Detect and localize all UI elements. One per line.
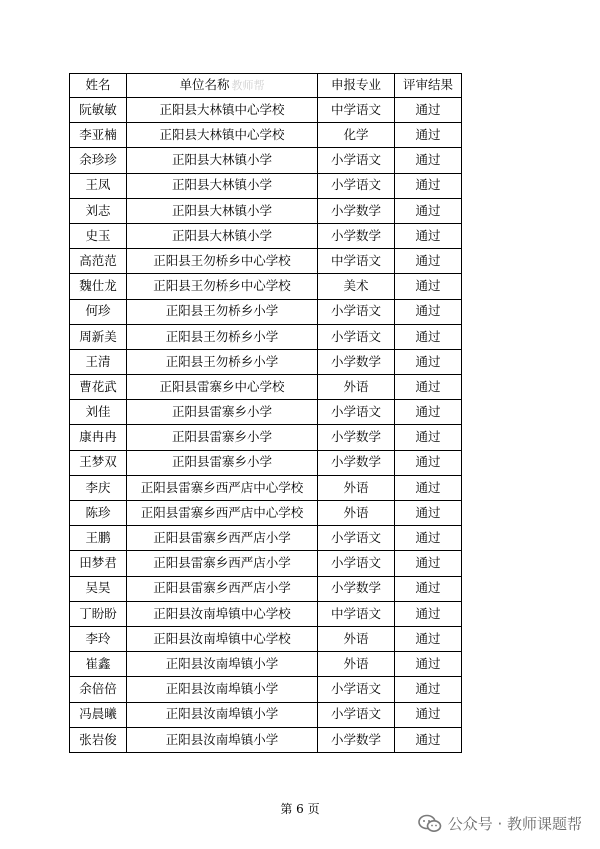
cell-name: 周新美 xyxy=(70,324,127,349)
cell-name: 刘志 xyxy=(70,198,127,223)
table-header-row xyxy=(70,74,462,98)
cell-result: 通过 xyxy=(395,475,462,500)
cell-major: 小学语文 xyxy=(318,173,395,198)
cell-major: 小学数学 xyxy=(318,727,395,752)
table-body xyxy=(70,98,462,753)
cell-name: 曹花武 xyxy=(70,375,127,400)
cell-result: 通过 xyxy=(395,123,462,148)
cell-name: 张岩俊 xyxy=(70,727,127,752)
cell-major: 小学数学 xyxy=(318,425,395,450)
cell-result: 通过 xyxy=(395,198,462,223)
table-row xyxy=(70,98,462,123)
cell-result: 通过 xyxy=(395,425,462,450)
cell-major: 美术 xyxy=(318,274,395,299)
cell-unit: 正阳县雷寨乡西严店中心学校 xyxy=(127,501,318,526)
cell-unit: 正阳县汝南埠镇中心学校 xyxy=(127,601,318,626)
cell-unit: 正阳县大林镇中心学校 xyxy=(127,98,318,123)
cell-unit: 正阳县大林镇中心学校 xyxy=(127,123,318,148)
cell-name: 高范范 xyxy=(70,249,127,274)
cell-result: 通过 xyxy=(395,702,462,727)
table-row xyxy=(70,400,462,425)
header-watermark-text: 教师帮 xyxy=(231,79,265,93)
cell-major: 中学语文 xyxy=(318,601,395,626)
cell-unit: 正阳县雷寨乡小学 xyxy=(127,450,318,475)
cell-name: 冯晨曦 xyxy=(70,702,127,727)
header-result: 评审结果 xyxy=(395,74,462,98)
cell-unit: 正阳县大林镇小学 xyxy=(127,198,318,223)
cell-unit: 正阳县大林镇小学 xyxy=(127,173,318,198)
table-row xyxy=(70,173,462,198)
cell-result: 通过 xyxy=(395,375,462,400)
cell-result: 通过 xyxy=(395,148,462,173)
table-row xyxy=(70,727,462,752)
cell-result: 通过 xyxy=(395,450,462,475)
cell-major: 小学语文 xyxy=(318,526,395,551)
header-unit-label: 单位名称 xyxy=(179,77,230,93)
cell-name: 崔鑫 xyxy=(70,652,127,677)
table-row xyxy=(70,299,462,324)
cell-name: 丁盼盼 xyxy=(70,601,127,626)
cell-name: 余珍珍 xyxy=(70,148,127,173)
header-major: 申报专业 xyxy=(318,74,395,98)
cell-unit: 正阳县王勿桥乡小学 xyxy=(127,299,318,324)
cell-unit: 正阳县汝南埠镇小学 xyxy=(127,727,318,752)
cell-result: 通过 xyxy=(395,677,462,702)
cell-name: 吴昊 xyxy=(70,576,127,601)
cell-name: 李亚楠 xyxy=(70,123,127,148)
table-row xyxy=(70,551,462,576)
cell-result: 通过 xyxy=(395,576,462,601)
cell-result: 通过 xyxy=(395,349,462,374)
cell-name: 王凤 xyxy=(70,173,127,198)
cell-unit: 正阳县雷寨乡小学 xyxy=(127,400,318,425)
cell-result: 通过 xyxy=(395,223,462,248)
cell-result: 通过 xyxy=(395,626,462,651)
cell-major: 外语 xyxy=(318,475,395,500)
cell-major: 小学语文 xyxy=(318,148,395,173)
table-row xyxy=(70,677,462,702)
cell-unit: 正阳县汝南埠镇中心学校 xyxy=(127,626,318,651)
table-row xyxy=(70,324,462,349)
table-row xyxy=(70,198,462,223)
cell-result: 通过 xyxy=(395,727,462,752)
cell-result: 通过 xyxy=(395,299,462,324)
table-row xyxy=(70,501,462,526)
table-row xyxy=(70,576,462,601)
cell-name: 康冉冉 xyxy=(70,425,127,450)
cell-unit: 正阳县王勿桥乡中心学校 xyxy=(127,274,318,299)
wechat-official-account-icon xyxy=(418,814,442,834)
table-row xyxy=(70,450,462,475)
cell-result: 通过 xyxy=(395,324,462,349)
cell-name: 李庆 xyxy=(70,475,127,500)
table-row xyxy=(70,601,462,626)
cell-major: 中学语文 xyxy=(318,249,395,274)
cell-name: 余倍倍 xyxy=(70,677,127,702)
cell-unit: 正阳县雷寨乡中心学校 xyxy=(127,375,318,400)
cell-major: 外语 xyxy=(318,375,395,400)
cell-result: 通过 xyxy=(395,274,462,299)
table-row xyxy=(70,148,462,173)
table-row xyxy=(70,425,462,450)
cell-result: 通过 xyxy=(395,551,462,576)
cell-major: 小学语文 xyxy=(318,702,395,727)
header-unit xyxy=(127,74,318,98)
cell-unit: 正阳县汝南埠镇小学 xyxy=(127,702,318,727)
cell-result: 通过 xyxy=(395,400,462,425)
cell-unit: 正阳县王勿桥乡小学 xyxy=(127,324,318,349)
table-row xyxy=(70,274,462,299)
cell-unit: 正阳县雷寨乡西严店小学 xyxy=(127,551,318,576)
cell-name: 陈珍 xyxy=(70,501,127,526)
cell-major: 小学语文 xyxy=(318,677,395,702)
cell-name: 田梦君 xyxy=(70,551,127,576)
table-row xyxy=(70,526,462,551)
cell-major: 小学数学 xyxy=(318,349,395,374)
cell-name: 刘佳 xyxy=(70,400,127,425)
cell-major: 小学语文 xyxy=(318,324,395,349)
cell-name: 史玉 xyxy=(70,223,127,248)
cell-name: 何珍 xyxy=(70,299,127,324)
cell-major: 外语 xyxy=(318,626,395,651)
cell-major: 化学 xyxy=(318,123,395,148)
cell-result: 通过 xyxy=(395,98,462,123)
watermark-text: 公众号 · 教师课题帮 xyxy=(447,815,582,833)
cell-result: 通过 xyxy=(395,173,462,198)
table-row xyxy=(70,702,462,727)
results-table xyxy=(69,73,462,753)
table-row xyxy=(70,123,462,148)
cell-major: 小学数学 xyxy=(318,198,395,223)
table-row xyxy=(70,349,462,374)
table-row xyxy=(70,475,462,500)
cell-unit: 正阳县汝南埠镇小学 xyxy=(127,652,318,677)
cell-major: 小学语文 xyxy=(318,400,395,425)
cell-name: 王梦双 xyxy=(70,450,127,475)
cell-unit: 正阳县王勿桥乡小学 xyxy=(127,349,318,374)
cell-result: 通过 xyxy=(395,526,462,551)
table-row xyxy=(70,249,462,274)
cell-major: 小学语文 xyxy=(318,299,395,324)
cell-major: 小学数学 xyxy=(318,223,395,248)
cell-major: 外语 xyxy=(318,501,395,526)
cell-unit: 正阳县雷寨乡小学 xyxy=(127,425,318,450)
cell-unit: 正阳县汝南埠镇小学 xyxy=(127,677,318,702)
cell-unit: 正阳县大林镇小学 xyxy=(127,148,318,173)
cell-name: 魏仕龙 xyxy=(70,274,127,299)
cell-unit: 正阳县雷寨乡西严店中心学校 xyxy=(127,475,318,500)
cell-result: 通过 xyxy=(395,652,462,677)
cell-unit: 正阳县大林镇小学 xyxy=(127,223,318,248)
cell-name: 王清 xyxy=(70,349,127,374)
page-number: 第 6 页 xyxy=(280,802,320,816)
cell-unit: 正阳县雷寨乡西严店小学 xyxy=(127,526,318,551)
cell-major: 中学语文 xyxy=(318,98,395,123)
cell-major: 小学语文 xyxy=(318,551,395,576)
table-row xyxy=(70,223,462,248)
cell-major: 小学数学 xyxy=(318,576,395,601)
header-name: 姓名 xyxy=(70,74,127,98)
cell-unit: 正阳县王勿桥乡中心学校 xyxy=(127,249,318,274)
cell-name: 王鹏 xyxy=(70,526,127,551)
cell-major: 外语 xyxy=(318,652,395,677)
cell-result: 通过 xyxy=(395,501,462,526)
table-row xyxy=(70,626,462,651)
table-row xyxy=(70,375,462,400)
cell-name: 李玲 xyxy=(70,626,127,651)
wechat-watermark xyxy=(418,813,582,834)
cell-major: 小学数学 xyxy=(318,450,395,475)
cell-result: 通过 xyxy=(395,249,462,274)
cell-unit: 正阳县雷寨乡西严店小学 xyxy=(127,576,318,601)
cell-result: 通过 xyxy=(395,601,462,626)
cell-name: 阮敏敏 xyxy=(70,98,127,123)
table-row xyxy=(70,652,462,677)
